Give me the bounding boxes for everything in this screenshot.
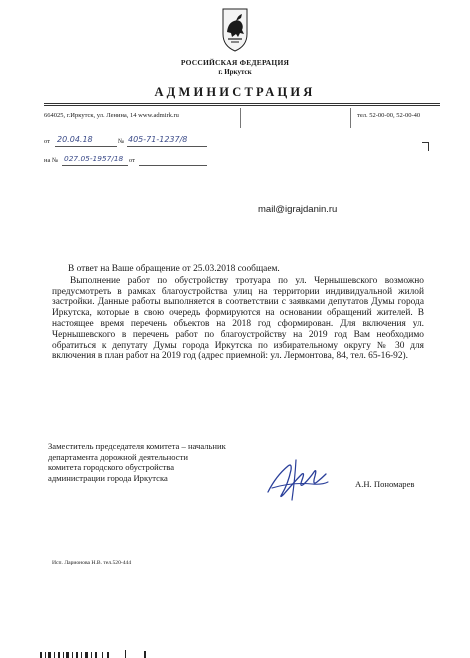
letter-opening: В ответ на Ваше обращение от 25.03.2018 сообщаем.	[68, 264, 280, 274]
recipient-corner-mark	[422, 142, 429, 151]
reg-from-no-label: №	[118, 138, 125, 145]
header-rule-bottom	[44, 105, 440, 106]
reg-ref-from-line	[139, 165, 207, 166]
signature-title	[48, 441, 226, 483]
reg-ref-no: 027.05-1957/18	[64, 154, 124, 163]
signature-title-line-1: Заместитель председателя комитета – начальник	[48, 441, 226, 451]
reg-from-no-line	[127, 146, 207, 147]
header-country: РОССИЙСКАЯ ФЕДЕРАЦИЯ	[180, 58, 290, 67]
letter-body	[52, 264, 424, 362]
scan-barcode-icon	[40, 648, 180, 658]
signer-name: А.Н. Пономарев	[355, 479, 415, 489]
header-org: АДМИНИСТРАЦИЯ	[154, 85, 316, 99]
reg-from-no: 405-71-1237/8	[128, 135, 188, 144]
irkutsk-coat-of-arms-icon	[222, 6, 248, 52]
signature-title-line-3: комитета городского обустройства	[48, 462, 175, 473]
address-divider	[240, 108, 241, 128]
header-city: г. Иркутск	[218, 68, 252, 76]
header-phone: тел. 52-00-00, 52-00-40	[357, 112, 421, 119]
reg-ref-no-line	[62, 165, 128, 166]
signature-title-line-4: администрации города Иркутска	[48, 472, 168, 483]
reg-ref-from-label: от	[129, 157, 136, 164]
signature-title-line-2: департамента дорожной деятельности	[48, 451, 188, 462]
reg-from-date-line	[55, 146, 117, 147]
header-address: 664025, г.Иркутск, ул. Ленина, 14 www.admirk.ru	[44, 112, 179, 119]
executor-note: Исп. Ларионова Н.В. тел.520-444	[52, 560, 132, 566]
header-rule-top	[44, 103, 440, 104]
letter-paragraph: Выполнение работ по обустройству тротуара по ул. Чернышевского возможно предусмотреть в рамках благоустройства улиц на территории индивидуальной жилой застройки. Данные работы выполняется в соответствии с заявками депутатов Думы города Иркутска, которые в свою очередь формируются на основании обращений жителей. В настоящее время перечень объектов на 2018 год сформирован. Для включения ул. Чернышевского в перечень работ по благоустройству на 2019 год Вам необходимо обратиться к депутату Думы города Иркутска по избирательному округу № 30 для включения в план работ на 2019 год (адрес приемной: ул. Лермонтова, 84, тел. 65-16-92).	[52, 275, 424, 362]
phone-divider	[350, 108, 351, 128]
recipient-email: mail@igrajdanin.ru	[258, 204, 338, 215]
reg-ref-label: на №	[44, 157, 59, 164]
reg-from-label: от	[44, 138, 51, 145]
reg-from-date: 20.04.18	[57, 135, 93, 144]
handwritten-signature-icon	[262, 454, 332, 506]
